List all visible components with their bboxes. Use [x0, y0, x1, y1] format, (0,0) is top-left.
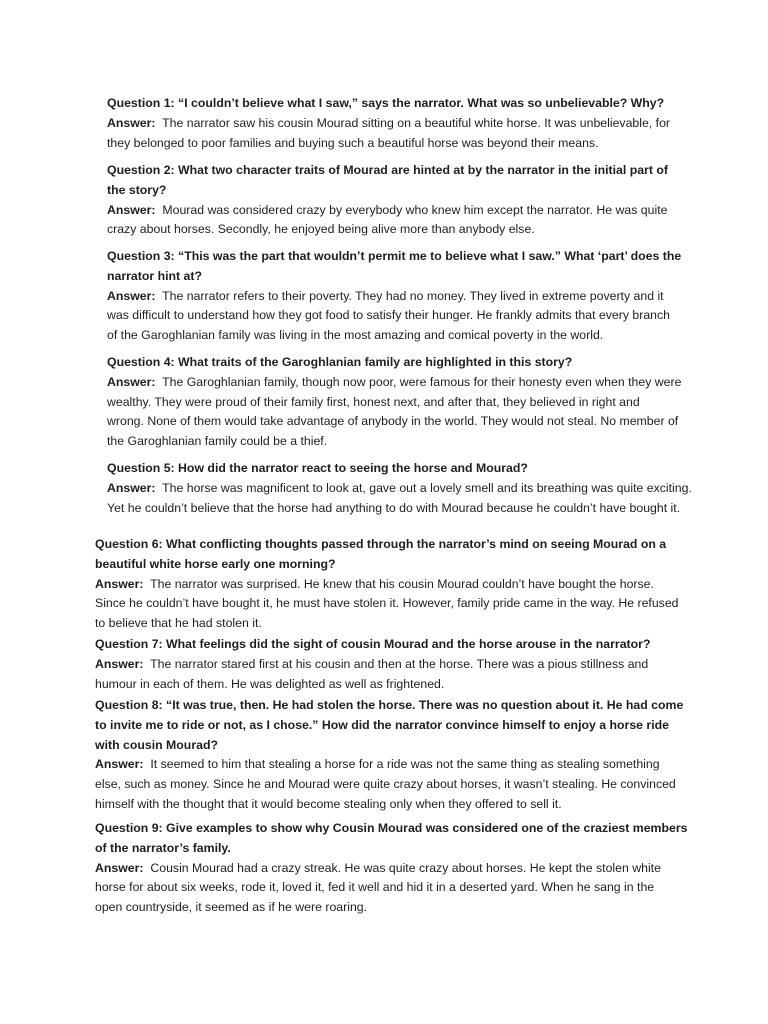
- answer-label: Answer:: [95, 576, 144, 591]
- answer-2: [107, 201, 762, 241]
- qa-block-5: [107, 459, 762, 518]
- answer-7: [95, 655, 755, 695]
- answer-label: Answer:: [107, 374, 156, 389]
- question-4: Question 4: What traits of the Garoghlanian family are highlighted in this story?: [107, 355, 573, 369]
- answer-4: [107, 373, 762, 452]
- question-7: Question 7: What feelings did the sight of cousin Mourad and the horse arouse in the narrator?: [95, 637, 651, 651]
- qa-block-6: [95, 535, 755, 634]
- answer-9: [95, 859, 755, 918]
- answer-label: Answer:: [95, 860, 144, 875]
- answer-8: [95, 755, 755, 814]
- answer-text: The Garoghlanian family, though now poor, were famous for their honesty even when they were wealthy. They were proud of their family first, honest next, and after that, they believed in right and wrong. None of them would take advantage of anybody in the world. They would not steal. No member of the Garoghlanian family could be a thief.: [107, 374, 682, 449]
- answer-5: [107, 479, 762, 519]
- qa-block-2: [107, 161, 762, 240]
- question-9: Question 9: Give examples to show why Cousin Mourad was considered one of the craziest members of the narrator’s family.: [95, 821, 688, 855]
- answer-label: Answer:: [95, 656, 144, 671]
- question-8: Question 8: “It was true, then. He had stolen the horse. There was no question about it. He had come to invite me to ride or not, as I chose.” How did the narrator convince himself to enjoy a horse ride with cousin Mourad?: [95, 698, 684, 752]
- answer-text: The narrator was surprised. He knew that his cousin Mourad couldn’t have bought the horse. Since he couldn’t have bought it, he must have stolen it. However, family pride came in the way. He refused to believe that he had stolen it.: [95, 576, 679, 631]
- question-5: Question 5: How did the narrator react to seeing the horse and Mourad?: [107, 461, 528, 475]
- answer-label: Answer:: [107, 288, 156, 303]
- qa-block-8: [95, 696, 755, 815]
- answer-text: It seemed to him that stealing a horse for a ride was not the same thing as stealing something else, such as money. Since he and Mourad were quite crazy about horses, it wasn’t stealing. He convinced himself with the thought that it would become stealing only when they offered to sell it.: [95, 757, 676, 811]
- answer-3: [107, 287, 762, 346]
- qa-block-1: [107, 94, 762, 153]
- answer-text: The narrator saw his cousin Mourad sitting on a beautiful white horse. It was unbelievable, for they belonged to poor families and buying such a beautiful horse was beyond their means.: [107, 115, 670, 150]
- answer-label: Answer:: [107, 202, 156, 217]
- question-3: Question 3: “This was the part that wouldn’t permit me to believe what I saw.” What ‘part’ does the narrator hint at?: [107, 249, 682, 283]
- question-2: Question 2: What two character traits of Mourad are hinted at by the narrator in the initial part of the story?: [107, 163, 668, 197]
- answer-text: Mourad was considered crazy by everybody who knew him except the narrator. He was quite crazy about horses. Secondly, he enjoyed being alive more than anybody else.: [107, 202, 668, 237]
- answer-label: Answer:: [107, 115, 156, 130]
- qa-block-7: [95, 635, 755, 694]
- answer-label: Answer:: [95, 757, 144, 772]
- question-1: Question 1: “I couldn’t believe what I saw,” says the narrator. What was so unbelievable? Why?: [107, 96, 665, 110]
- answer-1: [107, 114, 762, 154]
- answer-text: The narrator refers to their poverty. They had no money. They lived in extreme poverty and it was difficult to understand how they got food to satisfy their hunger. He frankly admits that every branch of the Garoghlanian family was living in the most amazing and comical poverty in the world.: [107, 288, 671, 343]
- answer-text: The horse was magnificent to look at, gave out a lovely smell and its breathing was quite exciting. Yet he couldn’t believe that the horse had anything to do with Mourad because he couldn’t have bought it.: [107, 480, 692, 515]
- qa-block-4: [107, 353, 762, 452]
- answer-text: Cousin Mourad had a crazy streak. He was quite crazy about horses. He kept the stolen white horse for about six weeks, rode it, loved it, fed it well and hid it in a deserted yard. When he sang in the open countryside, it seemed as if he were roaring.: [95, 860, 661, 915]
- answer-text: The narrator stared first at his cousin and then at the horse. There was a pious stillness and humour in each of them. He was delighted as well as frightened.: [95, 656, 649, 691]
- qa-block-3: [107, 247, 762, 346]
- question-6: Question 6: What conflicting thoughts passed through the narrator’s mind on seeing Mourad on a beautiful white horse early one morning?: [95, 537, 667, 571]
- qa-block-9: [95, 819, 755, 918]
- answer-label: Answer:: [107, 480, 156, 495]
- answer-6: [95, 575, 755, 634]
